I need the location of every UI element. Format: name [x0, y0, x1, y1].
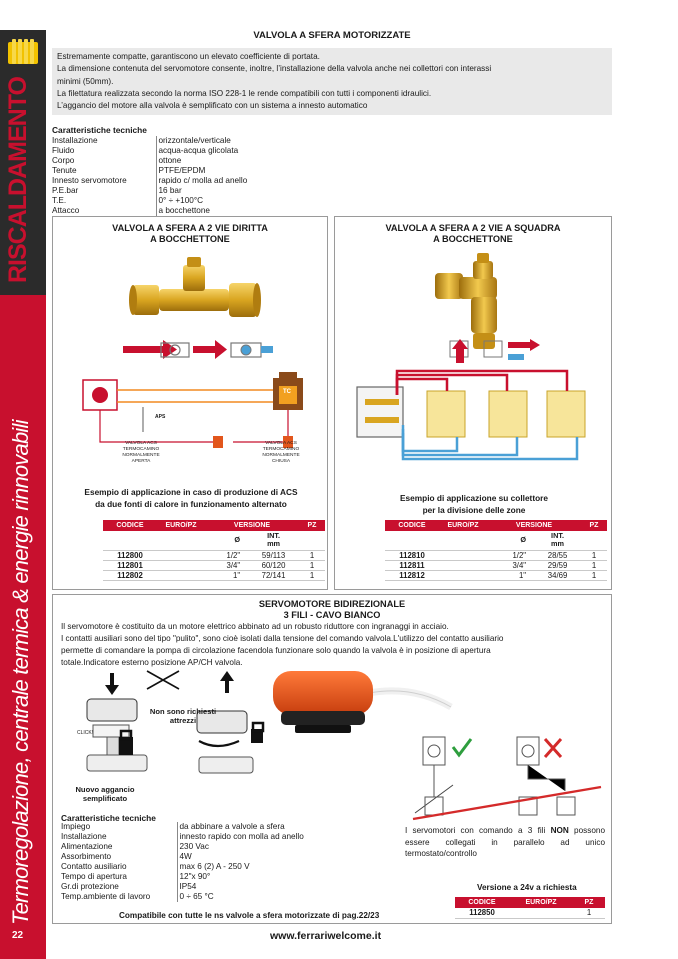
mm-label: mm	[551, 539, 565, 549]
mm-label: mm	[267, 539, 281, 549]
intro-box	[52, 48, 612, 115]
product-pz: 1	[299, 550, 325, 560]
product-int: 60/120	[248, 560, 299, 570]
caption-line: da due fonti di calore in funzionamento alternato	[95, 498, 287, 509]
spec-key: T.E.	[52, 196, 156, 206]
table-subheader-row	[385, 531, 607, 550]
intro-line: L’aggancio del motore alla valvola è semplificato con un sistema a innesto automatico	[57, 101, 368, 111]
side-band	[0, 0, 46, 959]
spec-value: IP54	[179, 882, 197, 891]
product-pz: 1	[573, 908, 605, 918]
title-line: VALVOLA A SFERA A 2 VIE A SQUADRA	[385, 223, 561, 233]
page-title: VALVOLA A SFERA MOTORIZZATE	[253, 30, 411, 41]
product-code: 112850	[455, 908, 509, 918]
spec-row	[52, 136, 247, 146]
table-row	[103, 570, 325, 580]
label-line: Non sono richiesti	[149, 707, 217, 716]
application-caption-left	[53, 487, 329, 510]
page-number: 22	[12, 930, 24, 941]
product-table-servo	[455, 897, 605, 919]
column-header: CODICE	[455, 897, 509, 908]
product-box-straight	[52, 216, 328, 590]
product-price	[157, 550, 205, 560]
title-line: A BOCCHETTONE	[150, 234, 230, 244]
label-line: Nuovo aggancio	[75, 785, 135, 794]
spec-key: Attacco	[52, 206, 156, 216]
diameter-subheader: Ø	[205, 531, 248, 550]
product-title-straight	[53, 223, 327, 245]
spec-value: 0 ÷ 65 °C	[179, 892, 214, 901]
product-title-angle	[335, 223, 611, 245]
valve-specs-title: Caratteristiche tecniche	[52, 125, 147, 135]
product-price	[439, 560, 487, 570]
spec-key: Assorbimento	[61, 852, 177, 862]
column-header: CODICE	[385, 520, 439, 531]
int-subheader	[534, 531, 581, 550]
column-header: PZ	[573, 897, 605, 908]
product-code: 112800	[103, 550, 157, 560]
spec-key: Alimentazione	[61, 842, 177, 852]
manifold-radiators-diagram	[357, 365, 593, 465]
spec-row	[52, 196, 247, 206]
spec-value: 16 bar	[158, 186, 182, 195]
label-aps: APS	[155, 414, 166, 420]
intro-line: La dimensione contenuta del servomotore consente, inoltre, l’installazione della valvola anche nei collettori con interassi	[57, 64, 492, 74]
flow-direction-diagram	[123, 335, 273, 365]
int-subheader	[248, 531, 299, 550]
table-header-row	[385, 520, 607, 531]
spec-row	[52, 146, 247, 156]
caption-line: Esempio di applicazione in caso di produzione di ACS	[84, 487, 298, 497]
label-line: attrezzi	[169, 716, 197, 725]
spec-value: 4W	[179, 852, 192, 861]
spec-key: P.E.bar	[52, 186, 156, 196]
label-c: C	[87, 381, 93, 388]
diagram-label-line: NORMALMENTE	[122, 453, 160, 458]
table-cell	[385, 531, 439, 550]
table-cell	[103, 531, 157, 550]
product-box-angle	[334, 216, 612, 590]
note-text: possono essere collegati in parallelo ad unico termostato/controllo	[405, 826, 605, 859]
spec-key: Installazione	[52, 136, 156, 146]
table-row	[103, 550, 325, 560]
application-caption-right	[335, 493, 613, 516]
servo-box	[52, 594, 612, 924]
column-header: CODICE	[103, 520, 157, 531]
spec-value: orizzontale/verticale	[158, 136, 231, 145]
product-diameter: 1"	[205, 570, 248, 580]
diagram-label-line: APERTA	[131, 459, 151, 464]
intro-line: La filettatura realizzata secondo la norma ISO 228-1 le rende compatibili con tutti i componenti idraulici.	[57, 88, 432, 98]
product-pz: 1	[581, 560, 607, 570]
spec-key: Tempo di apertura	[61, 872, 177, 882]
diagram-label-line: TERMOCAMINO	[262, 447, 300, 452]
product-code: 112810	[385, 550, 439, 560]
label-valve-closed	[241, 441, 321, 465]
spec-row	[61, 832, 304, 842]
diagram-label-line: VALVOLA ACS	[265, 441, 297, 446]
spec-key: Installazione	[61, 832, 177, 842]
servo-description	[61, 621, 611, 669]
footer-website[interactable]: www.ferrariwelcome.it	[270, 930, 382, 942]
product-int: 59/113	[248, 550, 299, 560]
label-tc: TC	[283, 389, 291, 395]
spec-value: innesto rapido con molla ad anello	[179, 832, 304, 841]
product-int: 29/59	[534, 560, 581, 570]
title-line: VALVOLA A SFERA A 2 VIE DIRITTA	[112, 223, 268, 233]
spec-value: 0° ÷ +100°C	[158, 196, 203, 205]
table-row	[455, 908, 605, 918]
spec-key: Gr.di protezione	[61, 882, 177, 892]
table-subheader-row	[103, 531, 325, 550]
spec-row	[52, 206, 247, 216]
label-no-tools	[137, 707, 229, 725]
product-price	[439, 570, 487, 580]
desc-line: I contatti ausiliari sono del tipo "pulito", sono cioè isolati dalla tensione del comando valvola.L'utilizzo del contatto ausiliario	[61, 634, 504, 643]
product-pz: 1	[581, 550, 607, 560]
spec-key: Corpo	[52, 156, 156, 166]
column-header: EURO/PZ	[439, 520, 487, 531]
product-table-straight	[103, 520, 325, 581]
table-row	[385, 560, 607, 570]
spec-value: acqua-acqua glicolata	[158, 146, 239, 155]
product-diameter: 1/2"	[487, 550, 534, 560]
spec-row	[61, 822, 304, 832]
product-code: 112811	[385, 560, 439, 570]
product-table-angle	[385, 520, 607, 581]
table-row	[385, 570, 607, 580]
label-valve-open	[101, 441, 181, 465]
spec-value: a bocchettone	[158, 206, 210, 215]
product-int: 34/69	[534, 570, 581, 580]
product-code: 112812	[385, 570, 439, 580]
radiator-logo-icon	[6, 36, 40, 66]
product-diameter: 1"	[487, 570, 534, 580]
diagram-label-line: CHIUSA	[271, 459, 291, 464]
int-label: INT.	[267, 531, 281, 541]
valve-specs-table	[52, 136, 247, 216]
intro-line: minimi (50mm).	[57, 76, 114, 86]
column-header: EURO/PZ	[157, 520, 205, 531]
table-cell	[581, 531, 607, 550]
spec-key: Tenute	[52, 166, 156, 176]
caption-line: per la divisione delle zone	[422, 504, 526, 515]
spec-row	[52, 156, 247, 166]
spec-row	[61, 872, 304, 882]
diagram-label-line: NORMALMENTE	[262, 453, 300, 458]
category-vertical-title: RISCALDAMENTO	[4, 77, 32, 283]
servo-specs-table	[61, 822, 304, 902]
table-header-row	[103, 520, 325, 531]
int-label: INT.	[551, 531, 565, 541]
straight-valve-image	[125, 255, 265, 345]
product-diameter: 3/4"	[205, 560, 248, 570]
table-cell	[157, 531, 205, 550]
table-row	[385, 550, 607, 560]
label-line: semplificato	[82, 794, 128, 803]
spec-key: Temp.ambiente di lavoro	[61, 892, 177, 902]
product-code: 112802	[103, 570, 157, 580]
product-price	[509, 908, 573, 918]
parallel-warning-note	[405, 825, 605, 860]
column-header: VERSIONE	[487, 520, 581, 531]
column-header: PZ	[581, 520, 607, 531]
spec-key: Innesto servomotore	[52, 176, 156, 186]
product-code: 112801	[103, 560, 157, 570]
product-diameter: 1/2"	[205, 550, 248, 560]
title-line: A BOCCHETTONE	[433, 234, 513, 244]
spec-row	[52, 166, 247, 176]
spec-value: 230 Vac	[179, 842, 209, 851]
spec-row	[52, 186, 247, 196]
label-click: CLICK!	[77, 730, 94, 736]
spec-value: max 6 (2) A - 250 V	[179, 862, 250, 871]
servo-specs-title: Caratteristiche tecniche	[61, 813, 156, 823]
desc-line: Il servomotore è costituito da un motore elettrico abbinato ad un robusto riduttore con ingranaggi in acciaio.	[61, 622, 449, 631]
installation-sketch	[67, 671, 267, 781]
spec-value: rapido c/ molla ad anello	[158, 176, 248, 185]
spec-key: Fluido	[52, 146, 156, 156]
spec-row	[61, 882, 304, 892]
column-header: EURO/PZ	[509, 897, 573, 908]
version-24v-title: Versione a 24v a richiesta	[477, 883, 577, 892]
caption-line: Esempio di applicazione su collettore	[400, 493, 548, 503]
label-new-hook	[59, 785, 151, 803]
spec-key: Contatto ausiliario	[61, 862, 177, 872]
note-bold: NON	[550, 826, 569, 835]
compatibility-note: Compatibile con tutte le ns valvole a sfera motorizzate di pag.22/23	[119, 911, 380, 920]
product-pz: 1	[299, 570, 325, 580]
table-row	[103, 560, 325, 570]
column-header: VERSIONE	[205, 520, 299, 531]
table-cell	[439, 531, 487, 550]
table-cell	[299, 531, 325, 550]
parallel-wiring-diagram	[405, 727, 605, 823]
spec-value: PTFE/EPDM	[158, 166, 206, 175]
spec-key: Impiego	[61, 822, 177, 832]
spec-row	[61, 862, 304, 872]
title-line: SERVOMOTORE BIDIREZIONALE	[258, 599, 406, 609]
angle-flow-diagram	[450, 335, 540, 365]
intro-line: Estremamente compatte, garantiscono un elevato coefficiente di portata.	[57, 52, 320, 61]
desc-line: totale.Indicatore esterno posizione AP/CH valvola.	[61, 658, 243, 667]
servo-title	[53, 599, 611, 621]
product-price	[439, 550, 487, 560]
spec-value: da abbinare a valvole a sfera	[179, 822, 285, 831]
product-int: 72/141	[248, 570, 299, 580]
spec-value: ottone	[158, 156, 182, 165]
category-vertical-subtitle: Termoregolazione, centrale termica & energie rinnovabili	[8, 420, 33, 925]
column-header: PZ	[299, 520, 325, 531]
diagram-label-line: VALVOLA ACS	[125, 441, 157, 446]
spec-row	[61, 892, 304, 902]
table-header-row	[455, 897, 605, 908]
product-price	[157, 570, 205, 580]
product-int: 28/55	[534, 550, 581, 560]
product-diameter: 3/4"	[487, 560, 534, 570]
diameter-subheader: Ø	[487, 531, 534, 550]
acs-schematic-diagram	[73, 372, 313, 482]
product-pz: 1	[299, 560, 325, 570]
product-pz: 1	[581, 570, 607, 580]
desc-line: permette di comandare la pompa di circolazione facendola funzionare solo quando la valvola è in posizione di apertura	[61, 646, 491, 655]
spec-row	[61, 852, 304, 862]
diagram-label-line: TERMOCAMINO	[122, 447, 160, 452]
note-text: I servomotori con comando a 3 fili	[405, 826, 551, 835]
spec-row	[61, 842, 304, 852]
spec-row	[52, 176, 247, 186]
product-price	[157, 560, 205, 570]
spec-value: 12"x 90°	[179, 872, 211, 881]
title-line: 3 FILI - CAVO BIANCO	[283, 610, 381, 620]
